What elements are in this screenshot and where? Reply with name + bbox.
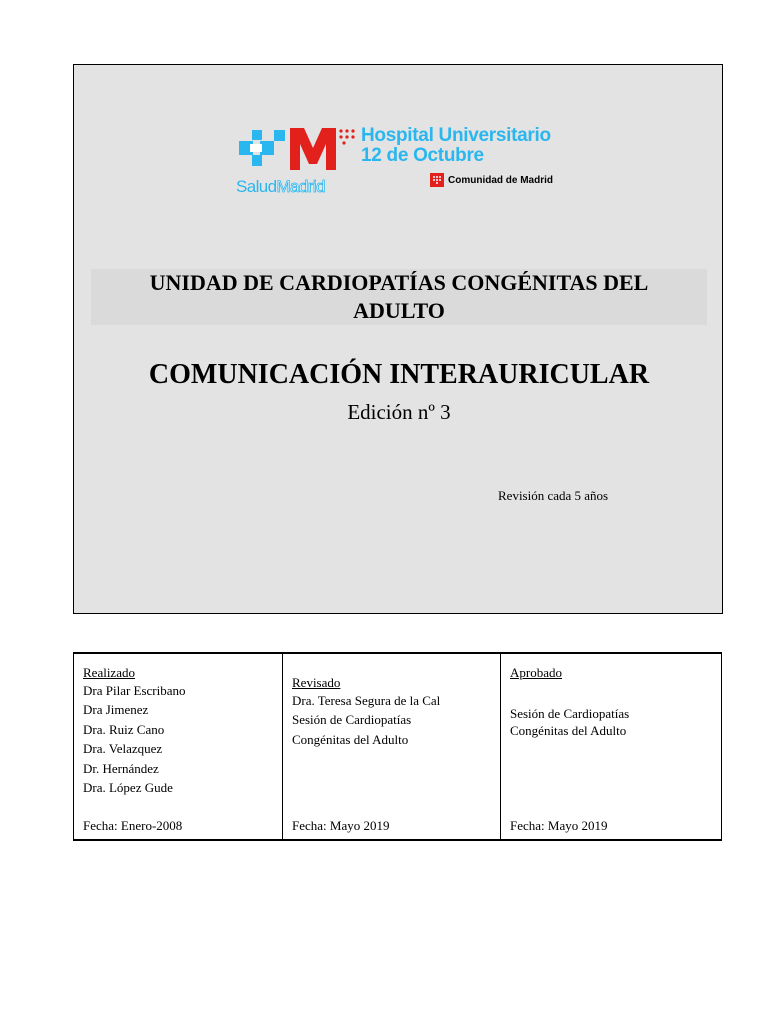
cross-block-top bbox=[252, 130, 262, 140]
red-m-letter bbox=[290, 128, 336, 170]
author-name: Dra. Velazquez bbox=[83, 741, 163, 756]
salud-word: Salud bbox=[236, 177, 277, 196]
revisado-line: Congénitas del Adulto bbox=[292, 731, 409, 747]
revisado-line: Sesión de Cardiopatías bbox=[292, 712, 412, 727]
cross-block-corner bbox=[274, 130, 285, 141]
author-name: Dra. Ruiz Cano bbox=[83, 721, 165, 737]
hospital-name-line1: Hospital Universitario bbox=[361, 125, 551, 146]
revision-note: Revisión cada 5 años bbox=[498, 488, 609, 503]
unit-heading-line1: UNIDAD DE CARDIOPATÍAS CONGÉNITAS DEL bbox=[149, 270, 649, 295]
aprobado-date: Fecha: Mayo 2019 bbox=[510, 817, 608, 833]
cover-box bbox=[73, 64, 723, 614]
aprobado-cell bbox=[501, 653, 722, 840]
aprobado-title: Aprobado bbox=[510, 665, 562, 680]
revisado-cell bbox=[283, 653, 501, 840]
realizado-title: Realizado bbox=[83, 665, 135, 680]
revisado-title: Revisado bbox=[292, 675, 341, 690]
document-title: COMUNICACIÓN INTERAURICULAR bbox=[148, 359, 650, 390]
aprobado-line: Sesión de Cardiopatías bbox=[510, 705, 630, 721]
salud-madrid-emblem bbox=[234, 122, 359, 182]
hospital-name-line2: 12 de Octubre bbox=[361, 145, 484, 166]
salud-madrid-wordmark bbox=[236, 177, 325, 197]
comunidad-text: Comunidad de Madrid bbox=[448, 174, 553, 186]
cross-block-bottom bbox=[252, 155, 262, 166]
hospital-logo bbox=[234, 122, 564, 200]
author-name: Dra. López Gude bbox=[83, 780, 173, 795]
author-name: Dra Pilar Escribano bbox=[83, 682, 186, 698]
edition-label: Edición nº 3 bbox=[347, 400, 451, 424]
approval-table bbox=[73, 652, 722, 841]
unit-heading-line2: ADULTO bbox=[353, 298, 445, 323]
unit-heading bbox=[91, 269, 707, 325]
cross-center-gap bbox=[250, 144, 262, 152]
stars-icon bbox=[339, 129, 354, 144]
cross-block-right bbox=[260, 141, 274, 155]
revisado-line: Dra. Teresa Segura de la Cal bbox=[292, 692, 441, 708]
comunidad-flag-icon bbox=[430, 173, 444, 187]
realizado-date: Fecha: Enero-2008 bbox=[83, 817, 183, 833]
revisado-date: Fecha: Mayo 2019 bbox=[292, 817, 390, 833]
author-name: Dra Jimenez bbox=[83, 702, 149, 717]
realizado-cell bbox=[74, 653, 283, 840]
aprobado-line: Congénitas del Adulto bbox=[510, 723, 627, 738]
comunidad-madrid-mark bbox=[430, 173, 553, 187]
author-name: Dr. Hernández bbox=[83, 760, 159, 776]
madrid-word: Madrid bbox=[276, 177, 325, 196]
